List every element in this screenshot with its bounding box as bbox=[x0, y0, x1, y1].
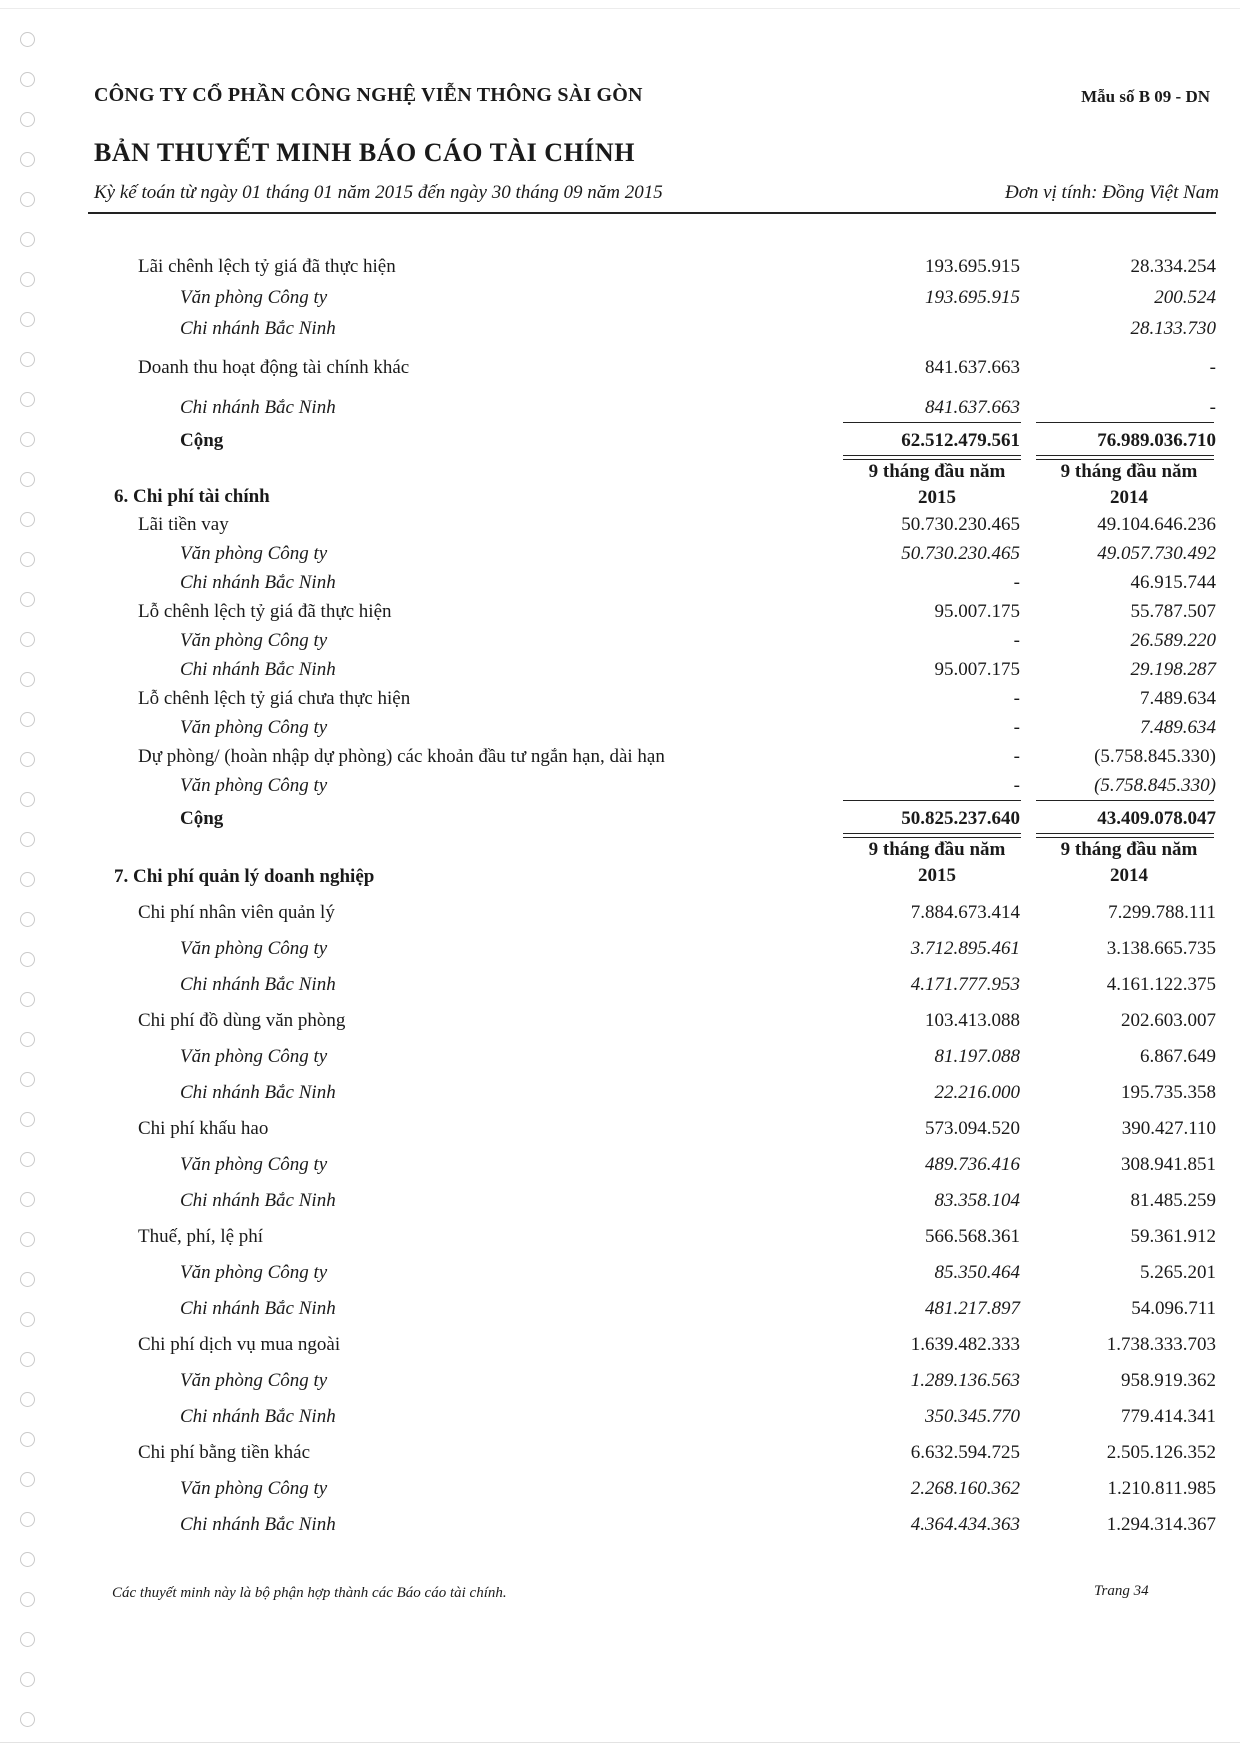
value-2015: 6.632.594.725 bbox=[910, 1442, 1020, 1463]
value-2014: 4.161.122.375 bbox=[1106, 974, 1216, 995]
value-2015: 489.736.416 bbox=[925, 1154, 1020, 1175]
table-row bbox=[0, 717, 1240, 747]
value-2014: 308.941.851 bbox=[1121, 1154, 1216, 1175]
value-2014: 200.524 bbox=[1154, 287, 1216, 308]
table-row bbox=[0, 1442, 1240, 1472]
value-2015: 1.639.482.333 bbox=[910, 1334, 1020, 1355]
table-row bbox=[0, 1046, 1240, 1076]
value-2015: 1.289.136.563 bbox=[910, 1370, 1020, 1391]
row-label: Văn phòng Công ty bbox=[180, 630, 328, 651]
value-2014: 6.867.649 bbox=[1140, 1046, 1216, 1067]
value-2014: 195.735.358 bbox=[1121, 1082, 1216, 1103]
subtotal-line bbox=[1036, 422, 1214, 423]
value-2014: 59.361.912 bbox=[1130, 1226, 1216, 1247]
value-2014: 46.915.744 bbox=[1130, 572, 1216, 593]
value-2015: - bbox=[1013, 630, 1020, 651]
value-2014: 28.133.730 bbox=[1130, 318, 1216, 339]
column-header-2015: 9 tháng đầu năm 2015 bbox=[868, 461, 1006, 508]
table-row bbox=[0, 1118, 1240, 1148]
table-row bbox=[0, 630, 1240, 660]
section-title: 6. Chi phí tài chính bbox=[114, 486, 270, 507]
table-row bbox=[0, 974, 1240, 1004]
value-2014: 43.409.078.047 bbox=[1097, 808, 1216, 829]
row-label: Chi nhánh Bắc Ninh bbox=[180, 1298, 336, 1319]
column-header-2015: 9 tháng đầu năm 2015 bbox=[868, 839, 1006, 886]
row-label: Văn phòng Công ty bbox=[180, 938, 328, 959]
value-2015: - bbox=[1013, 775, 1020, 796]
value-2015: 3.712.895.461 bbox=[910, 938, 1020, 959]
row-label: Lãi chênh lệch tỷ giá đã thực hiện bbox=[138, 256, 396, 277]
value-2014: 779.414.341 bbox=[1121, 1406, 1216, 1427]
row-label: Chi nhánh Bắc Ninh bbox=[180, 1514, 336, 1535]
row-label: Cộng bbox=[180, 430, 224, 451]
value-2015: 193.695.915 bbox=[925, 287, 1020, 308]
subtotal-line bbox=[843, 422, 1021, 423]
value-2014: 49.057.730.492 bbox=[1097, 543, 1216, 564]
column-header-2014: 9 tháng đầu năm 2014 bbox=[1060, 461, 1198, 508]
value-2014: 81.485.259 bbox=[1130, 1190, 1216, 1211]
value-2014: 49.104.646.236 bbox=[1097, 514, 1216, 535]
value-2014: 28.334.254 bbox=[1130, 256, 1216, 277]
row-label: Dự phòng/ (hoàn nhập dự phòng) các khoản đầu tư ngắn hạn, dài hạn bbox=[138, 746, 665, 767]
row-label: Chi nhánh Bắc Ninh bbox=[180, 318, 336, 339]
row-label: Văn phòng Công ty bbox=[180, 543, 328, 564]
value-2015: - bbox=[1013, 688, 1020, 709]
table-row bbox=[0, 938, 1240, 968]
table-row bbox=[0, 1082, 1240, 1112]
value-2015: 566.568.361 bbox=[925, 1226, 1020, 1247]
value-2014: - bbox=[1209, 357, 1216, 378]
row-label: Văn phòng Công ty bbox=[180, 1154, 328, 1175]
row-label: Văn phòng Công ty bbox=[180, 717, 328, 738]
value-2015: - bbox=[1013, 717, 1020, 738]
section-heading bbox=[0, 866, 1240, 896]
value-2014: 3.138.665.735 bbox=[1106, 938, 1216, 959]
table-row bbox=[0, 514, 1240, 544]
table-row bbox=[0, 543, 1240, 573]
value-2014: 26.589.220 bbox=[1130, 630, 1216, 651]
value-2015: 103.413.088 bbox=[925, 1010, 1020, 1031]
value-2015: 50.730.230.465 bbox=[901, 543, 1020, 564]
value-2015: 193.695.915 bbox=[925, 256, 1020, 277]
value-2015: 50.730.230.465 bbox=[901, 514, 1020, 535]
table-row bbox=[0, 1190, 1240, 1220]
row-label: Văn phòng Công ty bbox=[180, 1370, 328, 1391]
section-heading bbox=[0, 486, 1240, 516]
row-label: Chi nhánh Bắc Ninh bbox=[180, 1406, 336, 1427]
footer-note: Các thuyết minh này là bộ phận hợp thành các Báo cáo tài chính. bbox=[112, 1585, 507, 1601]
value-2015: 95.007.175 bbox=[934, 601, 1020, 622]
value-2015: 841.637.663 bbox=[925, 397, 1020, 418]
company-name: CÔNG TY CỔ PHẦN CÔNG NGHỆ VIỄN THÔNG SÀI GÒN bbox=[94, 84, 643, 106]
subtotal-line bbox=[1036, 800, 1214, 801]
header-divider bbox=[88, 212, 1216, 214]
table-row bbox=[0, 659, 1240, 689]
row-label: Lỗ chênh lệch tỷ giá chưa thực hiện bbox=[138, 688, 411, 709]
table-row bbox=[0, 287, 1240, 317]
value-2014: 29.198.287 bbox=[1130, 659, 1216, 680]
row-label: Chi phí bằng tiền khác bbox=[138, 1442, 311, 1463]
row-label: Lỗ chênh lệch tỷ giá đã thực hiện bbox=[138, 601, 392, 622]
row-label: Lãi tiền vay bbox=[138, 514, 229, 535]
row-label: Chi nhánh Bắc Ninh bbox=[180, 974, 336, 995]
value-2015: 2.268.160.362 bbox=[910, 1478, 1020, 1499]
table-row bbox=[0, 601, 1240, 631]
row-label: Chi phí dịch vụ mua ngoài bbox=[138, 1334, 341, 1355]
row-label: Văn phòng Công ty bbox=[180, 1478, 328, 1499]
value-2014: 7.489.634 bbox=[1140, 717, 1216, 738]
row-label: Thuế, phí, lệ phí bbox=[138, 1226, 264, 1247]
row-label: Chi nhánh Bắc Ninh bbox=[180, 572, 336, 593]
value-2014: 1.210.811.985 bbox=[1107, 1478, 1216, 1499]
section-title: 7. Chi phí quản lý doanh nghiệp bbox=[114, 866, 375, 887]
row-label: Chi phí khấu hao bbox=[138, 1118, 269, 1139]
value-2014: 5.265.201 bbox=[1140, 1262, 1216, 1283]
value-2015: - bbox=[1013, 746, 1020, 767]
table-row bbox=[0, 357, 1240, 387]
table-row bbox=[0, 1406, 1240, 1436]
table-row bbox=[0, 1370, 1240, 1400]
row-label: Chi phí đồ dùng văn phòng bbox=[138, 1010, 346, 1031]
row-label: Chi nhánh Bắc Ninh bbox=[180, 659, 336, 680]
page-bottom-edge bbox=[0, 1742, 1240, 1743]
row-label: Văn phòng Công ty bbox=[180, 287, 328, 308]
value-2015: 481.217.897 bbox=[925, 1298, 1020, 1319]
reporting-period: Kỳ kế toán từ ngày 01 tháng 01 năm 2015 đến ngày 30 tháng 09 năm 2015 bbox=[94, 182, 663, 203]
table-row bbox=[0, 902, 1240, 932]
form-number: Mẫu số B 09 - DN bbox=[1081, 87, 1210, 106]
table-row bbox=[0, 746, 1240, 776]
currency-unit: Đơn vị tính: Đồng Việt Nam bbox=[1004, 182, 1219, 203]
value-2014: (5.758.845.330) bbox=[1094, 746, 1216, 767]
page-number: Trang 34 bbox=[1094, 1583, 1149, 1599]
table-row bbox=[0, 688, 1240, 718]
value-2015: 50.825.237.640 bbox=[901, 808, 1020, 829]
row-label: Chi nhánh Bắc Ninh bbox=[180, 397, 336, 418]
value-2015: 22.216.000 bbox=[934, 1082, 1020, 1103]
table-row bbox=[0, 318, 1240, 348]
row-label: Văn phòng Công ty bbox=[180, 1046, 328, 1067]
value-2015: 573.094.520 bbox=[925, 1118, 1020, 1139]
page-title: BẢN THUYẾT MINH BÁO CÁO TÀI CHÍNH bbox=[94, 138, 635, 167]
value-2014: 202.603.007 bbox=[1121, 1010, 1216, 1031]
row-label: Chi phí nhân viên quản lý bbox=[138, 902, 335, 923]
value-2014: 2.505.126.352 bbox=[1106, 1442, 1216, 1463]
value-2014: (5.758.845.330) bbox=[1094, 775, 1216, 796]
value-2014: 1.294.314.367 bbox=[1106, 1514, 1216, 1535]
value-2015: 85.350.464 bbox=[934, 1262, 1020, 1283]
subtotal-line bbox=[843, 800, 1021, 801]
value-2014: 55.787.507 bbox=[1130, 601, 1216, 622]
value-2015: 841.637.663 bbox=[925, 357, 1020, 378]
table-row bbox=[0, 1154, 1240, 1184]
value-2015: 81.197.088 bbox=[934, 1046, 1020, 1067]
table-row bbox=[0, 1334, 1240, 1364]
row-label: Cộng bbox=[180, 808, 224, 829]
table-row bbox=[0, 1226, 1240, 1256]
value-2014: 7.489.634 bbox=[1140, 688, 1216, 709]
value-2014: - bbox=[1209, 397, 1216, 418]
row-label: Văn phòng Công ty bbox=[180, 1262, 328, 1283]
value-2015: - bbox=[1013, 572, 1020, 593]
value-2015: 4.171.777.953 bbox=[910, 974, 1020, 995]
value-2014: 54.096.711 bbox=[1131, 1298, 1216, 1319]
value-2014: 390.427.110 bbox=[1121, 1118, 1216, 1139]
table-row bbox=[0, 1298, 1240, 1328]
row-label: Chi nhánh Bắc Ninh bbox=[180, 1190, 336, 1211]
column-header-2014: 9 tháng đầu năm 2014 bbox=[1060, 839, 1198, 886]
table-row bbox=[0, 1478, 1240, 1508]
row-label: Chi nhánh Bắc Ninh bbox=[180, 1082, 336, 1103]
table-row bbox=[0, 256, 1240, 286]
value-2014: 958.919.362 bbox=[1121, 1370, 1216, 1391]
value-2015: 350.345.770 bbox=[925, 1406, 1020, 1427]
table-row bbox=[0, 572, 1240, 602]
value-2015: 7.884.673.414 bbox=[910, 902, 1020, 923]
row-label: Văn phòng Công ty bbox=[180, 775, 328, 796]
value-2014: 7.299.788.111 bbox=[1108, 902, 1216, 923]
table-row bbox=[0, 1010, 1240, 1040]
value-2014: 1.738.333.703 bbox=[1106, 1334, 1216, 1355]
value-2014: 76.989.036.710 bbox=[1097, 430, 1216, 451]
table-row bbox=[0, 1262, 1240, 1292]
table-row bbox=[0, 1514, 1240, 1544]
value-2015: 4.364.434.363 bbox=[910, 1514, 1020, 1535]
page-top-edge bbox=[0, 8, 1240, 9]
value-2015: 62.512.479.561 bbox=[901, 430, 1020, 451]
value-2015: 83.358.104 bbox=[934, 1190, 1020, 1211]
row-label: Doanh thu hoạt động tài chính khác bbox=[138, 357, 410, 378]
value-2015: 95.007.175 bbox=[934, 659, 1020, 680]
